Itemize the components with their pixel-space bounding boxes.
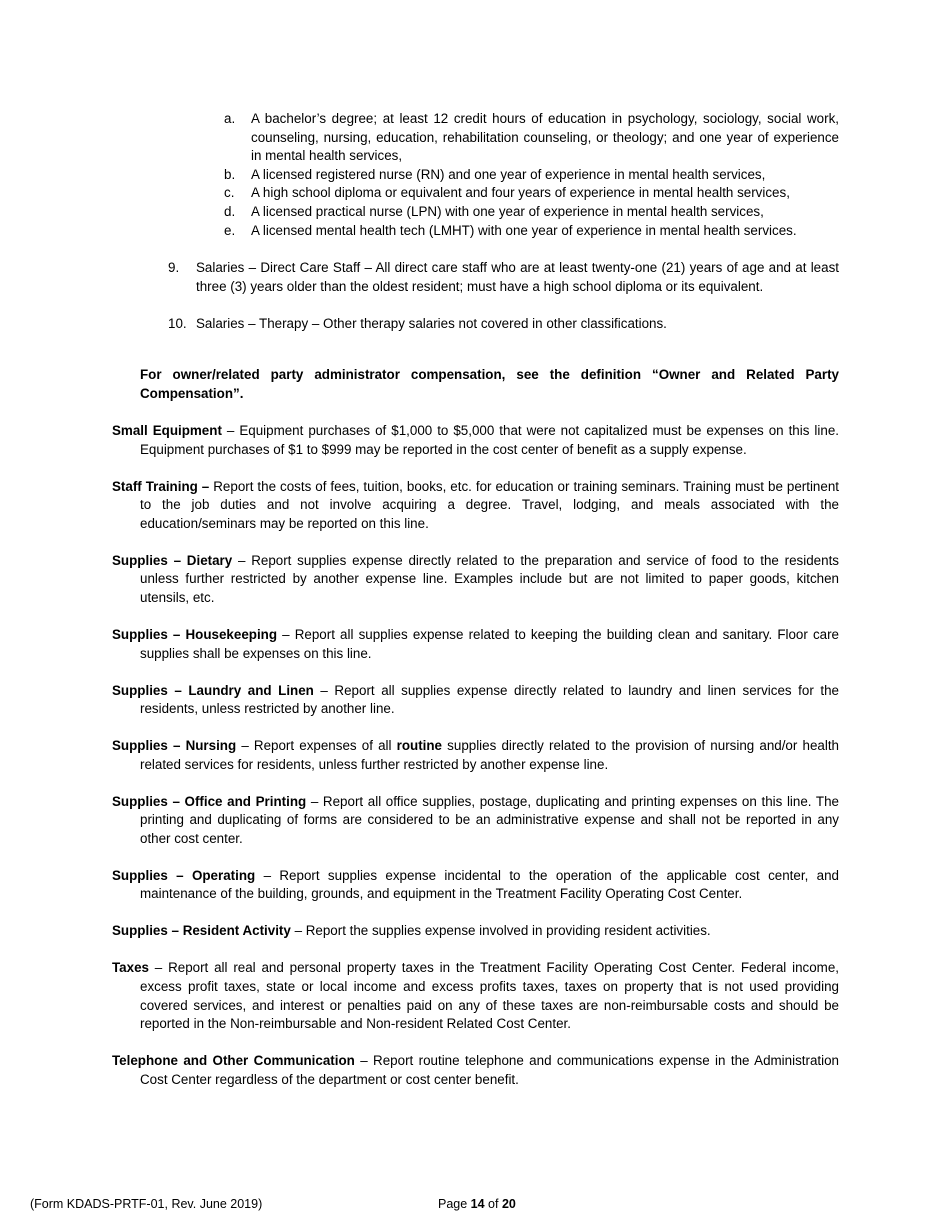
definition-supplies-dietary <box>112 552 839 608</box>
qualification-item-a <box>224 110 839 166</box>
definition-term: Supplies – Laundry and Linen <box>112 682 314 698</box>
item-text: Salaries – Direct Care Staff – All direct care staff who are at least twenty-one (21) years of age and at least three (3) years older than the oldest resident; must have a high school diploma or its equivalent. <box>196 260 839 294</box>
definition-term: Telephone and Other Communication <box>112 1053 355 1069</box>
definition-text: – Report routine telephone and communications expense in the Administration Cost Center regardless of the department or cost center benefit. <box>140 1053 839 1087</box>
qualification-text: A licensed registered nurse (RN) and one year of experience in mental health services, <box>251 166 766 182</box>
item-number: 9. <box>168 260 180 275</box>
definition-telephone <box>112 1052 839 1089</box>
qualification-text: A high school diploma or equivalent and four years of experience in mental health services, <box>251 185 790 201</box>
definition-term: Staff Training – <box>112 478 210 494</box>
emphasis-word: routine <box>396 738 443 754</box>
definition-text: Report the costs of fees, tuition, books, etc. for education or training seminars. Training must be pertinent to the job duties and not involve acquiring a degree. Travel, lodging, and meals associated with the education/seminars may be reported on this line. <box>140 478 839 531</box>
qualification-text: A licensed practical nurse (LPN) with one year of experience in mental health services, <box>251 203 764 219</box>
definition-supplies-housekeeping <box>112 626 839 663</box>
definition-text-continued: supplies directly related to the provision of nursing and/or health related services for residents, unless further restricted by another expense line. <box>140 738 839 772</box>
definition-supplies-operating <box>112 867 839 904</box>
item-number: 10. <box>168 316 187 331</box>
definitions-list <box>112 422 839 1108</box>
definition-term: Supplies – Nursing <box>112 738 237 754</box>
definition-term: Small Equipment <box>112 423 222 438</box>
page-mid: of <box>484 1197 502 1211</box>
definition-text: – Report all office supplies, postage, duplicating and printing expenses on this line. The printing and duplicating of forms are considered to be an administrative expense and shall not be reported in any other cost center. <box>140 793 839 846</box>
list-marker: d. <box>224 203 236 219</box>
qualification-text: A bachelor’s degree; at least 12 credit hours of education in psychology, sociology, social work, counseling, nursing, education, rehabilitation counseling, or theology; and one year of experience in mental health services, <box>251 111 839 164</box>
definition-staff-training <box>112 478 839 534</box>
definition-text: – Report expenses of all <box>236 738 397 754</box>
numbered-item-9 <box>168 259 839 296</box>
definition-text: – Report supplies expense directly related to the preparation and service of food to the residents unless further restricted by another expense line. Examples include but are not limited to paper goods, kitchen utensils, etc. <box>140 552 839 605</box>
list-marker: c. <box>224 185 235 201</box>
qualification-item-e <box>224 222 839 241</box>
definition-text: – Report all supplies expense related to keeping the building clean and sanitary. Floor care supplies shall be expenses on this line. <box>140 626 839 661</box>
definition-term: Supplies – Dietary <box>112 552 233 568</box>
numbered-item-10 <box>168 315 839 334</box>
definition-term: Supplies – Operating <box>112 867 256 883</box>
item-text: Salaries – Therapy – Other therapy salaries not covered in other classifications. <box>196 316 667 331</box>
definition-supplies-office <box>112 793 839 849</box>
definition-term: Supplies – Office and Printing <box>112 793 307 809</box>
list-marker: e. <box>224 222 236 238</box>
definition-text: – Report all real and personal property taxes in the Treatment Facility Operating Cost Center. Federal income, excess profit taxes, state or local income and excess profits taxes, taxes on property that is not used providing covered services, and interest or penalties paid on any of these taxes are non-reimbursable costs and should be reported in the Non-reimbursable and Non-resident Related Cost Center. <box>140 960 839 1032</box>
definition-supplies-resident-activity <box>112 922 839 941</box>
definition-term: Supplies – Housekeeping <box>112 626 278 642</box>
definition-term: Supplies – Resident Activity <box>112 923 291 939</box>
page-prefix: Page <box>438 1197 471 1211</box>
definition-text: – Report supplies expense incidental to the operation of the applicable cost center, and maintenance of the building, grounds, and equipment in the Treatment Facility Operating Cost Center. <box>140 867 839 902</box>
list-marker: a. <box>224 111 236 126</box>
definition-taxes <box>112 959 839 1033</box>
list-marker: b. <box>224 166 236 182</box>
qualification-item-c <box>224 184 839 203</box>
definition-supplies-nursing <box>112 737 839 774</box>
total-pages: 20 <box>501 1197 516 1211</box>
definition-small-equipment <box>112 422 839 459</box>
owner-compensation-note: For owner/related party administrator compensation, see the definition “Owner and Related Party Compensation”. <box>140 367 839 401</box>
current-page: 14 <box>470 1197 485 1211</box>
definition-term: Taxes <box>112 960 149 976</box>
definition-text: – Equipment purchases of $1,000 to $5,000 that were not capitalized must be expenses on this line. Equipment purchases of $1 to $999 may be reported in the cost center of benefit as a supply expense. <box>140 423 839 457</box>
footer-form-id: (Form KDADS-PRTF-01, Rev. June 2019) <box>30 1197 263 1211</box>
definition-text: – Report all supplies expense directly related to laundry and linen services for the residents, unless restricted by another line. <box>140 682 839 717</box>
definition-supplies-laundry <box>112 682 839 719</box>
footer-page-number <box>438 1195 516 1214</box>
qualification-text: A licensed mental health tech (LMHT) with one year of experience in mental health services. <box>251 222 797 238</box>
qualification-item-d <box>224 203 839 222</box>
qualification-item-b <box>224 166 839 185</box>
definition-text: – Report the supplies expense involved in providing resident activities. <box>290 923 711 939</box>
qualification-list <box>224 110 839 240</box>
